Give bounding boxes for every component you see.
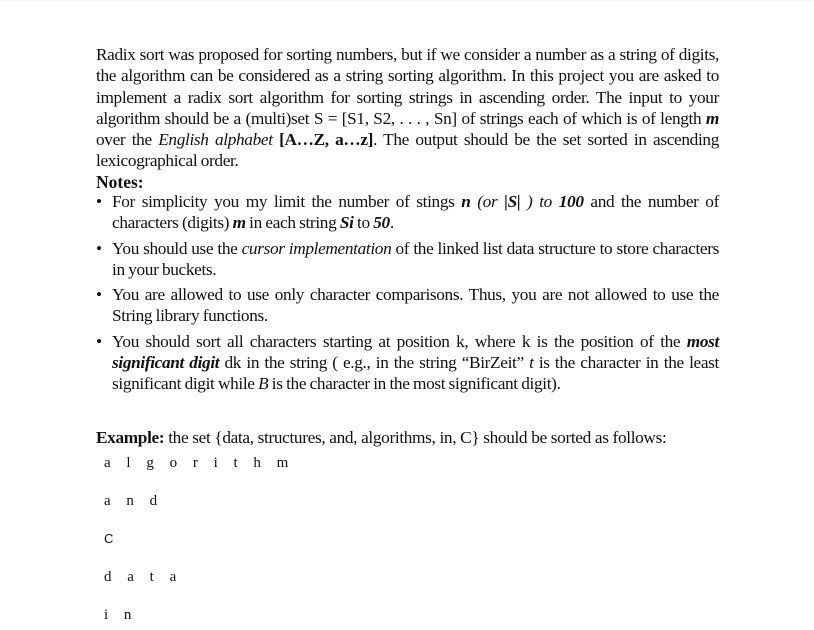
- note4-text-b: dk in the string ( e.g., in the string “BirZeit”: [219, 353, 530, 373]
- bullet-icon: •: [96, 238, 102, 258]
- example-text: the set {data, structures, and, algorithms, in, C} should be sorted as follows:: [164, 428, 667, 447]
- intro-text-1: Radix sort was proposed for sorting numbers, but if we consider a number as a string of digits, the algorithm can be considered as a string sorting algorithm. In this project you are asked to implement a radix sort algorithm for sorting strings in ascending order. The input to your algorithm should be a (multi)set S = [S1, S2, . . . , Sn] of strings each of which is of length: [96, 45, 719, 128]
- note4-text-c: is the character in the least significant digit while: [112, 353, 720, 394]
- top-divider: [0, 0, 814, 1]
- note1-text-b: ) to: [520, 192, 559, 211]
- note1-or: (or: [470, 192, 505, 211]
- example-label: Example:: [96, 428, 165, 447]
- bullet-icon: •: [96, 285, 102, 305]
- intro-m: m: [705, 108, 719, 128]
- sorted-word-4: d a t a: [104, 569, 183, 585]
- sorted-word-5: i n: [104, 607, 138, 623]
- bullet-icon: •: [96, 192, 102, 211]
- note4-t: t: [529, 353, 534, 373]
- note1-50: 50: [373, 213, 390, 233]
- notes-heading: Notes:: [96, 172, 144, 192]
- note1-text-e: to: [353, 213, 374, 233]
- note-item-limits: [96, 191, 719, 234]
- note1-text-c: and the number of characters (digits): [112, 192, 719, 233]
- note4-msd: most significant digit: [112, 331, 719, 373]
- note4-text-d: is the character in the most significant digit).: [268, 374, 561, 394]
- note-item-comparisons: [96, 284, 719, 327]
- note2-cursor: cursor implementation: [241, 238, 392, 258]
- note2-text-b: of the linked list data structure to store characters in your buckets.: [112, 238, 719, 279]
- intro-english-alphabet: English alphabet: [158, 130, 273, 150]
- note1-m: m: [232, 213, 246, 233]
- intro-alphabet-range: [A…Z, a…z]: [279, 130, 374, 150]
- intro-paragraph: [96, 44, 719, 172]
- note-item-msd: [96, 331, 719, 395]
- note-item-cursor: [96, 238, 719, 281]
- notes-list: [96, 191, 719, 399]
- note2-text-a: You should use the: [112, 238, 242, 258]
- note1-text-a: For simplicity you my limit the number of stings: [112, 192, 462, 211]
- example-line: [96, 428, 719, 448]
- sorted-word-3: C: [104, 531, 120, 546]
- note1-Si: Si: [339, 213, 354, 233]
- note1-S: |S|: [504, 192, 521, 211]
- note4-B: B: [258, 374, 269, 394]
- sorted-word-2: a n d: [104, 493, 164, 509]
- note1-100: 100: [558, 192, 584, 211]
- intro-text-2: over the: [96, 130, 159, 150]
- sorted-word-1: a l g o r i t h m: [104, 455, 295, 471]
- intro-text-4: . The output should be the set sorted in ascending lexicographical order.: [96, 130, 719, 171]
- note1-text-f: .: [389, 213, 394, 233]
- bullet-icon: •: [96, 331, 102, 351]
- note3-text: You are allowed to use only character comparisons. Thus, you are not allowed to use the String library functions.: [112, 285, 719, 326]
- note1-text-d: in each string: [245, 213, 340, 233]
- note1-n: n: [461, 192, 471, 211]
- note4-text-a: You should sort all characters starting at position k, where k is the position of the: [112, 331, 687, 351]
